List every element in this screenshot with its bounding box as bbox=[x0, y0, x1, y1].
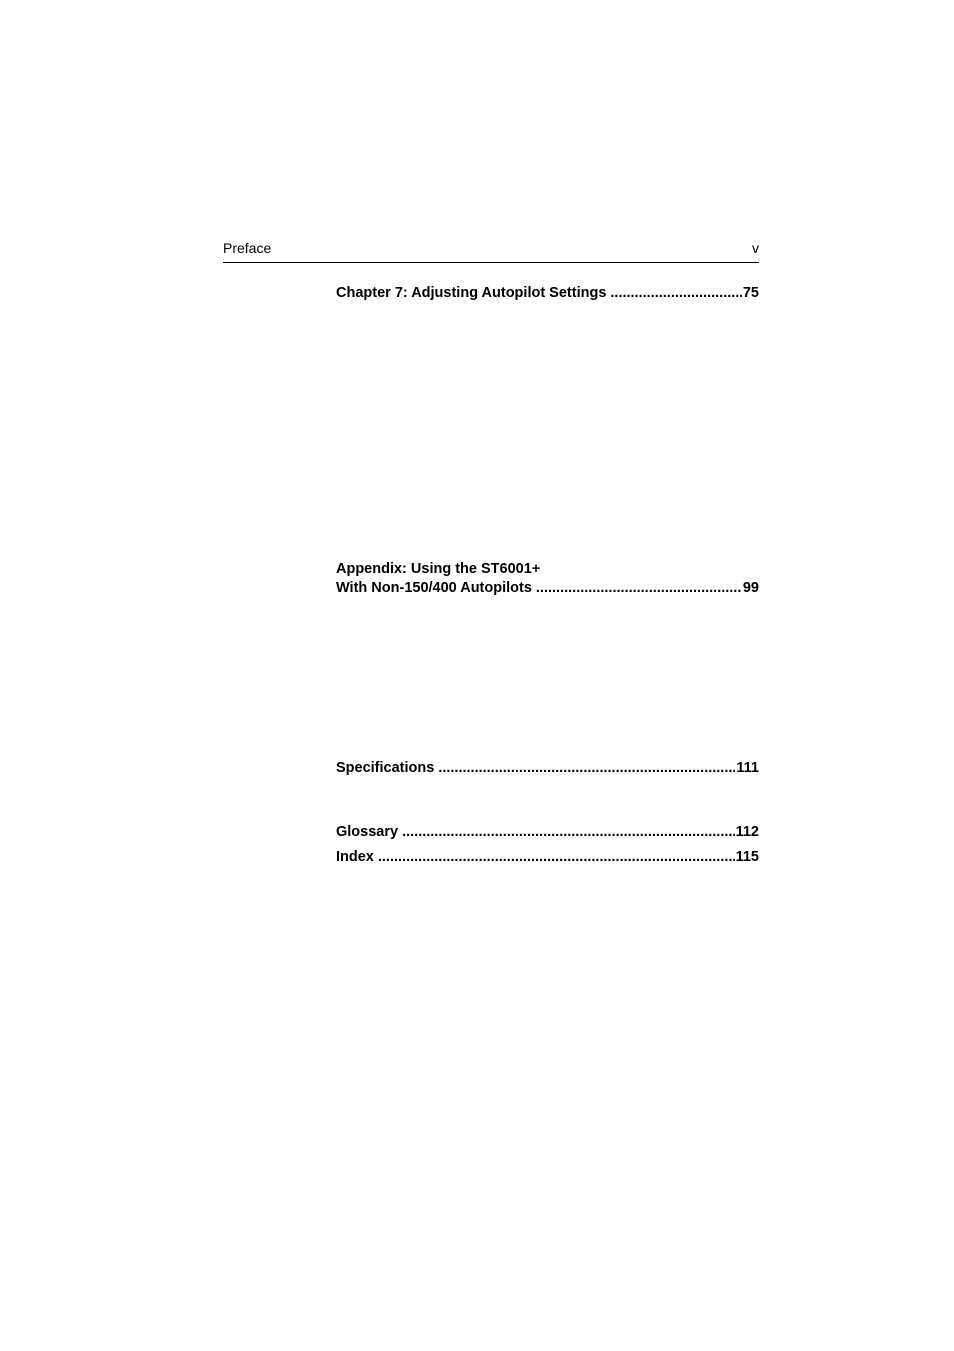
toc-entry-page: 115 bbox=[735, 849, 759, 865]
dot-leader bbox=[536, 579, 742, 598]
toc-line bbox=[336, 579, 759, 598]
toc-line bbox=[336, 759, 759, 778]
toc-entry-title: Specifications bbox=[336, 760, 435, 776]
toc-entry-appendix[interactable] bbox=[336, 560, 759, 598]
toc-entry-title-line-2: With Non-150/400 Autopilots bbox=[336, 580, 532, 596]
page-header bbox=[223, 238, 759, 263]
toc-line bbox=[336, 848, 759, 867]
dot-leader bbox=[610, 284, 741, 303]
header-section-title: Preface bbox=[223, 240, 272, 256]
toc-entry-title-line-1: Appendix: Using the ST6001+ bbox=[336, 561, 541, 577]
toc-entry-index[interactable] bbox=[336, 848, 759, 867]
toc-entry-page: 111 bbox=[736, 760, 759, 776]
toc-line bbox=[336, 284, 759, 303]
dot-leader bbox=[438, 759, 735, 778]
toc-entry-page: 112 bbox=[735, 824, 759, 840]
toc-entry-glossary[interactable] bbox=[336, 823, 759, 842]
dot-leader bbox=[402, 823, 735, 842]
toc-entry-specifications[interactable] bbox=[336, 759, 759, 778]
toc-entry-page: 75 bbox=[742, 285, 759, 301]
toc-entry-title: Chapter 7: Adjusting Autopilot Settings bbox=[336, 285, 607, 301]
toc-line bbox=[336, 823, 759, 842]
dot-leader bbox=[378, 848, 735, 867]
toc-entry-title: Glossary bbox=[336, 824, 399, 840]
header-page-number: v bbox=[752, 240, 759, 256]
toc-entry-page: 99 bbox=[742, 580, 759, 596]
toc-entry-title: Index bbox=[336, 849, 374, 865]
toc-entry-chapter-7[interactable] bbox=[336, 284, 759, 303]
